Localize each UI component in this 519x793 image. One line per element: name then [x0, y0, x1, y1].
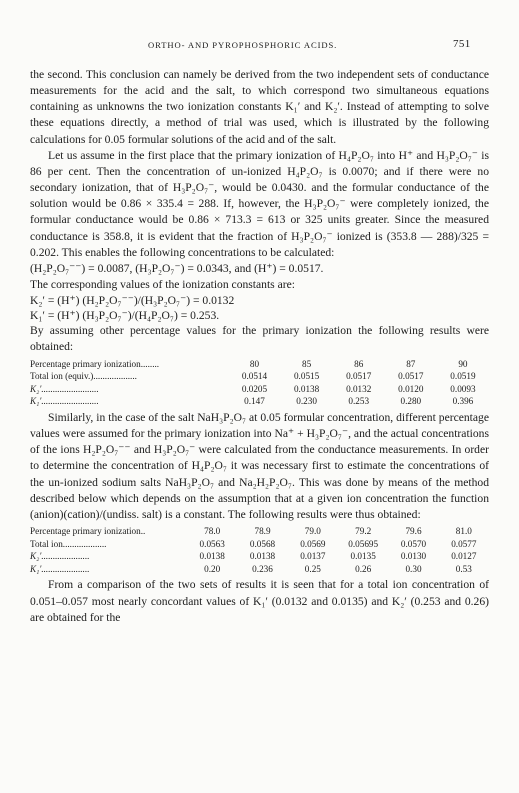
table-cell: 0.20: [204, 563, 221, 574]
table-cell: 0.0135: [350, 551, 376, 562]
acid-results-table: [30, 358, 489, 408]
table-row: [30, 383, 489, 396]
row-label: K₂′.....................: [30, 551, 90, 562]
table-cell: 0.236: [252, 563, 273, 574]
table-cell: 0.0517: [346, 371, 372, 382]
equation-k2: K₂′ = (H⁺) (H₂P₂O₇⁻⁻)/(H₃P₂O₇⁻) = 0.0132: [30, 294, 235, 308]
paragraph-continuation: the second. This conclusion can namely be derived from the two independent sets of conductance measurements for the acid and the salt, to which correspond two simultaneous equations containing as unknowns the two ionization constants K₁′ and K₂′. Instead of attempting to solve these equations directly, a method of trial was used, which is illustrated by the following calculations for 0.05 formular solutions of the acid and of the salt.: [30, 68, 489, 146]
equation-concentrations: (H₂P₂O₇⁻⁻) = 0.0087, (H₃P₂O₇⁻) = 0.0343, and (H⁺) = 0.0517.: [30, 261, 324, 275]
table-row: [30, 538, 489, 551]
row-label: Total ion (equiv.)...................: [30, 371, 137, 382]
table-cell: 0.0517: [398, 371, 424, 382]
table-row: [30, 395, 489, 408]
table-cell: 0.0563: [199, 538, 225, 549]
table-cell: 0.147: [244, 396, 265, 407]
table-cell: 0.280: [400, 396, 422, 407]
table-cell: 0.0130: [400, 551, 427, 562]
row-label: Total ion...................: [30, 538, 107, 549]
table-cell: 79.6: [405, 525, 422, 536]
table-cell: 0.0519: [450, 371, 476, 382]
row-label: K₁′.....................: [30, 563, 90, 574]
table-cell: 86: [354, 358, 364, 369]
running-head: [0, 40, 519, 54]
table-cell: 0.0570: [400, 538, 427, 549]
table-cell: 90: [458, 358, 468, 369]
row-label: Percentage primary ionization........: [30, 358, 160, 369]
table-cell: 0.25: [304, 563, 321, 574]
table-cell: 78.0: [204, 525, 221, 536]
table-cell: 0.05695: [348, 538, 379, 549]
paragraph-primary-ionization: Let us assume in the first place that the primary ionization of H₄P₂O₇ into H⁺ and H₃P₂O₇⁻ is 86 per cent. Then the concentration of un-ionized H₄P₂O₇ is 0.0070; and if there were no secondary ionization, that of H₃P₂O₇⁻, would be 0.0430. and the formular conductance of the solution would be 0.86 × 335.4 = 288. If, however, the H₃P₂O₇⁻ were completely ionized, the formular conductance would be 0.86 × 713.3 = 613 or 325 units greater. Since the measured conductance is 358.8, it is evident that the fraction of H₃P₂O₇⁻ ionized is (353.8 — 288)/325 = 0.202. This enables the following concentrations to be calculated:: [30, 148, 489, 259]
table-cell: 79.0: [304, 525, 321, 536]
table-cell: 78.9: [254, 525, 271, 536]
table-row: [30, 370, 489, 383]
table-cell: 79.2: [355, 525, 372, 536]
salt-results-table: [30, 525, 489, 575]
table-cell: 0.230: [296, 396, 317, 407]
paragraph-salt: Similarly, in the case of the salt NaH₃P₂O₇ at 0.05 formular concentration, different percentage values were assumed for the primary ionization into Na⁺ + H₃P₂O₇⁻, and the actual concentrations of the ions H₂P₂O₇⁻⁻ and H₃P₂O₇⁻ were calculated from the conductance measurements. In order to determine the concentration of H₄P₂O₇ it was necessary first to estimate the concentrations of the un-ionized sodium salts NaH₃P₂O₇ and Na₂H₂P₂O₇. This was done by means of the method described below which depends on the assumption that at a given ion concentration the function (anion)(cation)/(undiss. salt) is a constant. The following results were thus obtained:: [30, 410, 489, 521]
table-cell: 0.0138: [199, 551, 225, 562]
equation-k1: K₁′ = (H⁺) (H₃P₂O₇⁻)/(H₄P₂O₇) = 0.253.: [30, 309, 220, 323]
table-cell: 0.253: [348, 396, 370, 407]
table-cell: 0.0568: [249, 538, 276, 549]
table-cell: 85: [301, 358, 312, 369]
table-cell: 0.30: [405, 563, 422, 574]
table-cell: 0.0127: [451, 551, 477, 562]
table-row: [30, 525, 489, 538]
table-cell: 87: [406, 358, 416, 369]
row-label: K₁′.........................: [30, 396, 99, 407]
paragraph-constants-intro: The corresponding values of the ionization constants are:: [30, 278, 295, 292]
row-label: Percentage primary ionization..: [30, 525, 146, 536]
paragraph-table1-intro: By assuming other percentage values for the primary ionization the following results were obtained:: [30, 324, 489, 354]
table-cell: 0.0137: [300, 551, 326, 562]
table-row: [30, 563, 489, 576]
table-cell: 0.0569: [300, 538, 326, 549]
table-cell: 0.0138: [249, 551, 276, 562]
table-cell: 0.0120: [398, 383, 424, 394]
table-cell: 81.0: [455, 525, 472, 536]
table-cell: 0.0093: [450, 383, 476, 394]
table-cell: 0.0132: [346, 383, 372, 394]
table-cell: 0.0138: [293, 383, 320, 394]
table-row: [30, 550, 489, 563]
table-cell: 0.0515: [293, 371, 320, 382]
page-number: 751: [453, 38, 471, 50]
table-cell: 0.26: [355, 563, 372, 574]
table-row: [30, 358, 489, 371]
table-cell: 0.0205: [241, 383, 268, 394]
table-cell: 0.0514: [241, 371, 268, 382]
table-cell: 80: [249, 358, 260, 369]
row-label: K₂′.........................: [30, 383, 99, 394]
table-cell: 0.0577: [451, 538, 477, 549]
table-cell: 0.396: [452, 396, 474, 407]
paragraph-comparison: From a comparison of the two sets of results it is seen that for a total ion concentration of 0.051–0.057 most nearly concordant values of K₁′ (0.0132 and 0.0135) and K₂′ (0.253 and 0.26) are obtained for the: [30, 578, 489, 624]
running-title: ORTHO- AND PYROPHOSPHORIC ACIDS.: [148, 40, 338, 50]
table-cell: 0.53: [455, 563, 472, 574]
body-text: [30, 67, 489, 626]
